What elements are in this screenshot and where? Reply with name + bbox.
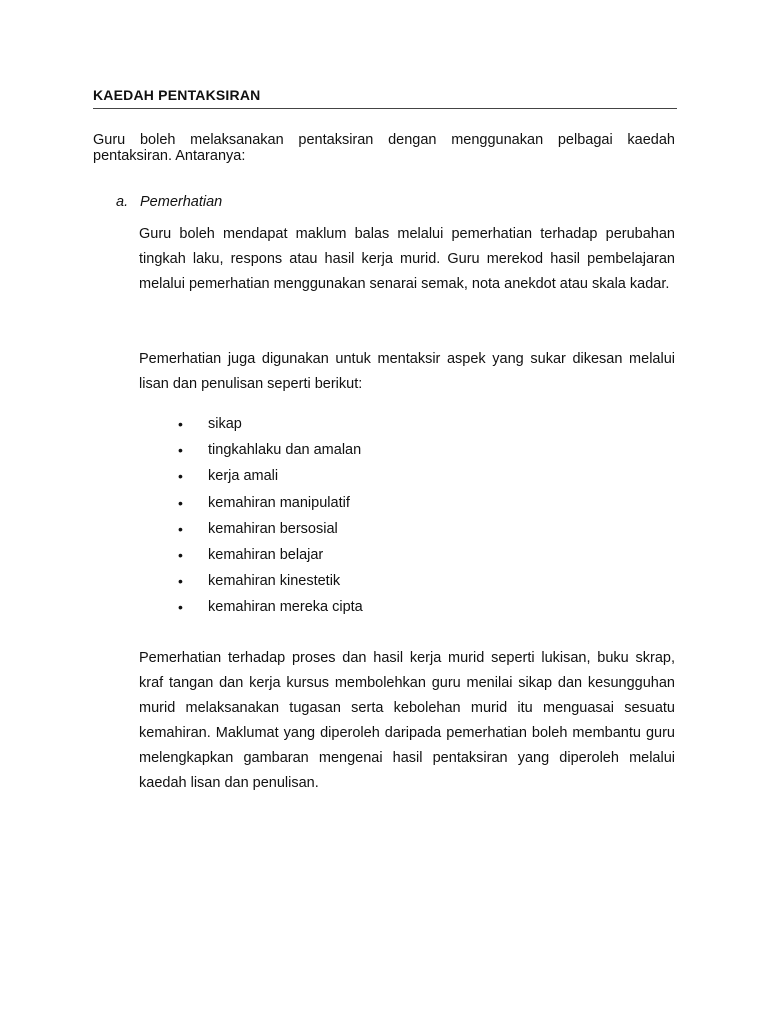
paragraph-observation-process: Pemerhatian terhadap proses dan hasil kerja murid seperti lukisan, buku skrap, kraf tangan dan kerja kursus membolehkan guru menilai sikap dan kesungguhan murid melaksanakan tugasan serta kebolehan murid itu menguasai sesuatu kemahiran. Maklumat yang diperoleh daripada pemerhatian boleh membantu guru melengkapkan gambaran mengenai hasil pentaksiran yang diperoleh melalui kaedah lisan dan penulisan.	[139, 650, 675, 791]
section-label: a.	[116, 194, 129, 210]
bullet-icon: •	[178, 468, 183, 485]
bullet-icon: •	[178, 442, 183, 459]
list-item-text: tingkahlaku dan amalan	[208, 442, 362, 459]
list-item-text: kemahiran bersosial	[208, 520, 338, 537]
list-item	[139, 493, 363, 519]
list-item	[139, 519, 363, 545]
list-item	[139, 466, 363, 492]
list-item-text: sikap	[208, 416, 242, 432]
list-item-text: kemahiran mereka cipta	[208, 599, 363, 616]
page-heading: KAEDAH PENTAKSIRAN	[93, 87, 677, 109]
list-item	[139, 414, 363, 440]
paragraph-observation-feedback: Guru boleh mendapat maklum balas melalui pemerhatian terhadap perubahan tingkah laku, respons atau hasil kerja murid. Guru merekod hasil pembelajaran melalui pemerhatian menggunakan senarai semak, nota anekdot atau skala kadar.	[139, 226, 675, 292]
bullet-icon: •	[178, 546, 183, 563]
list-item	[139, 597, 363, 623]
section-heading	[116, 194, 222, 210]
list-item-text: kerja amali	[208, 468, 279, 485]
section-title: Pemerhatian	[140, 194, 223, 210]
list-item	[139, 545, 363, 571]
bullet-icon: •	[178, 416, 183, 432]
bullet-icon: •	[178, 599, 183, 616]
list-item	[139, 440, 363, 466]
list-item-text: kemahiran belajar	[208, 546, 324, 563]
list-item	[139, 571, 363, 597]
paragraph-observation-aspects: Pemerhatian juga digunakan untuk mentaksir aspek yang sukar dikesan melalui lisan dan penulisan seperti berikut:	[139, 351, 675, 392]
aspect-list	[139, 414, 363, 624]
bullet-icon: •	[178, 573, 183, 590]
bullet-icon: •	[178, 520, 183, 537]
intro-paragraph: Guru boleh melaksanakan pentaksiran dengan menggunakan pelbagai kaedah pentaksiran. Antaranya:	[93, 132, 675, 164]
list-item-text: kemahiran manipulatif	[208, 494, 350, 511]
list-item-text: kemahiran kinestetik	[208, 573, 341, 590]
bullet-icon: •	[178, 494, 183, 511]
